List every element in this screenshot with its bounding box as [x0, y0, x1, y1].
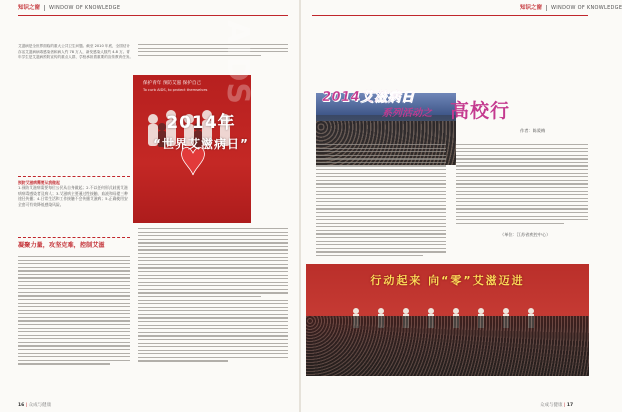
poster-slogan-en: To curb AIDS, to protect themselves — [143, 88, 208, 92]
right-header-rule — [312, 15, 588, 16]
right-page-number: 17 — [566, 403, 574, 408]
event-banner: 行动起来 向“零”艾滋迈进 — [370, 274, 525, 287]
article-credit: （单位：江苏省疾控中心） — [500, 232, 551, 237]
author-name: 陈爱梅 — [532, 128, 546, 133]
body-text-top — [138, 44, 288, 58]
section-subhead: 凝聚力量，攻坚克难，控制艾滋 — [18, 242, 105, 249]
body-text-col-right — [138, 228, 288, 364]
header-brand: 知识之窗 — [18, 5, 41, 11]
note-body: 1.预防艾滋病需要每位公民从自身做起；2.不以任何形式歧视艾滋病病毒感染者及病人；3.艾滋病主要通过性接触、血液和母婴三种途径传播；4.日常生活和工作接触不会传播艾滋病；5.正确使用安全套可有效降低感染风险。 — [18, 185, 128, 207]
left-magazine-name: 众成与健康 — [28, 403, 52, 408]
note-divider-top — [18, 176, 130, 177]
poster-watermark: AIDS — [220, 20, 255, 105]
note-box — [18, 180, 130, 207]
right-magazine-name: 众成与健康 — [540, 403, 563, 408]
body-text-col-left — [18, 256, 130, 367]
campus-event-photo — [306, 264, 589, 376]
poster-title — [136, 108, 266, 152]
headline-line-3: 高校行 — [450, 100, 511, 122]
headline-line-1: 2014艾滋病日 — [322, 90, 415, 105]
poster-slogan-cn: 保护青年 预防艾滋 保护自己 — [143, 81, 202, 86]
left-page-number: 16 — [18, 403, 25, 408]
headline-line-2: 系列活动之 — [382, 108, 432, 119]
left-header — [18, 3, 120, 14]
header-brand: 知识之窗 — [520, 5, 543, 11]
article-author — [520, 128, 545, 134]
header-section: WINDOW OF KNOWLEDGE — [551, 5, 622, 11]
header-section: WINDOW OF KNOWLEDGE — [49, 5, 121, 11]
left-header-rule — [18, 15, 288, 16]
article-text-col-1 — [316, 144, 446, 259]
audience-front — [306, 316, 589, 376]
article-text-col-2 — [456, 144, 588, 226]
right-footer: 众成与健康 | 17 — [540, 403, 574, 408]
note-divider-bottom — [18, 237, 130, 238]
poster-year: 2014年 — [166, 113, 236, 133]
note-title: 预防艾滋病需要从我做起 — [18, 180, 60, 185]
intro-paragraph: 艾滋病是全世界面临的重大公共卫生问题。截至 2010 年底，全国估计存活艾滋病病毒感染者和病人约 78 万人，新发感染人数约 4.8 万。青年学生是艾滋病预防宣传的重点人群，学校承担着重要的宣传教育任务。 — [18, 44, 133, 60]
author-label: 作者： — [520, 128, 533, 133]
poster-event-name: “世界艾滋病日” — [153, 137, 249, 151]
left-footer: 16 | 众成与健康 — [18, 403, 52, 408]
right-header — [520, 3, 622, 14]
